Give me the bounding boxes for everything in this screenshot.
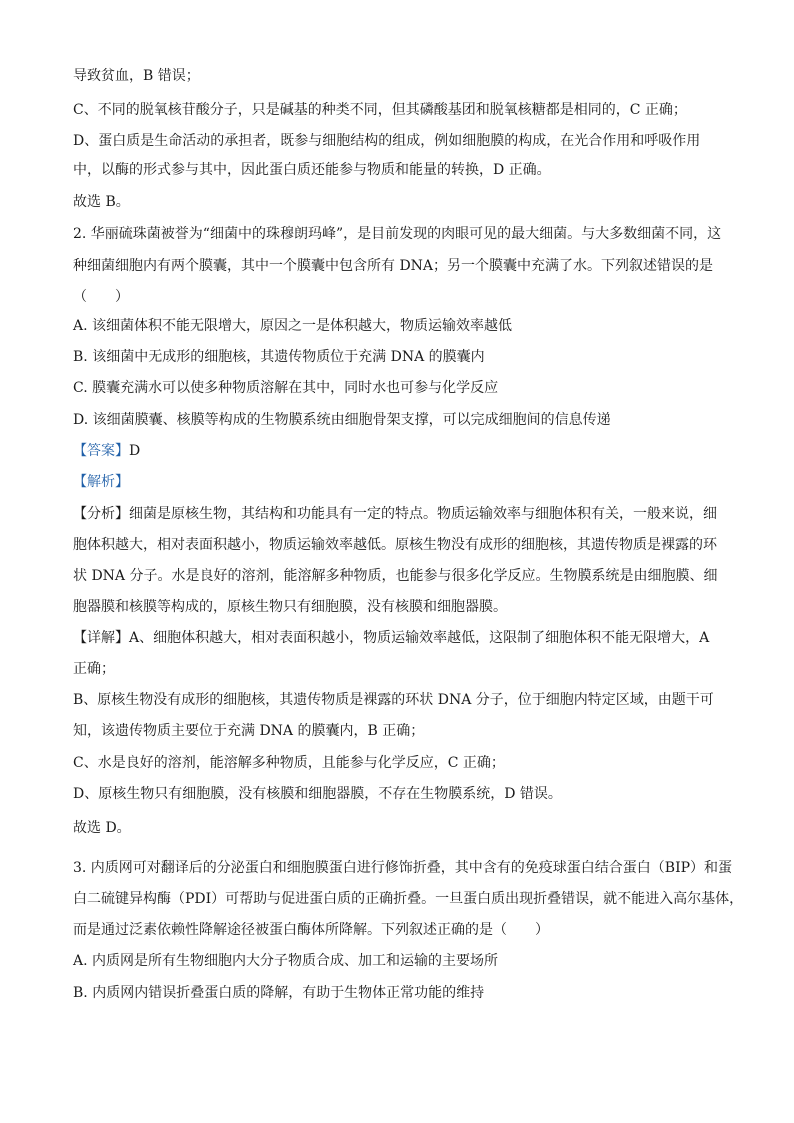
text-line: 中，以酶的形式参与其中，因此蛋白质还能参与物质和能量的转换，D 正确。 — [73, 162, 551, 178]
analysis-text: 细菌是原核生物，其结构和功能具有一定的特点。物质运输效率与细胞体积有关，一般来说，细 — [129, 506, 717, 522]
text-line: D、蛋白质是生命活动的承担者，既参与细胞结构的组成，例如细胞膜的构成，在光合作用和呼吸作用 — [73, 133, 701, 149]
detail-text: A、细胞体积越大，相对表面积越小，物质运输效率越低，这限制了细胞体积不能无限增大，A — [129, 630, 710, 646]
question-2-stem: 2. 华丽硫珠菌被誉为“细菌中的珠穆朗玛峰”，是目前发现的肉眼可见的最大细菌。与大多数细菌不同，这 — [73, 226, 722, 242]
answer-value: D — [129, 443, 141, 459]
option-a: A. 内质网是所有生物细胞内大分子物质合成、加工和运输的主要场所 — [73, 953, 499, 969]
option-a: A. 该细菌体积不能无限增大，原因之一是体积越大，物质运输效率越低 — [73, 318, 513, 334]
text-line: 胞体积越大，相对表面积越小，物质运输效率越低。原核生物没有成形的细胞核，其遗传物质是裸露的环 — [73, 537, 717, 553]
detail-tag: 【详解】 — [73, 630, 129, 646]
text-line: C、水是良好的溶剂，能溶解多种物质，且能参与化学反应，C 正确； — [73, 755, 505, 771]
option-b: B. 内质网内错误折叠蛋白质的降解，有助于生物体正常功能的维持 — [73, 985, 485, 1001]
analysis-line — [73, 504, 723, 524]
text-line: 故选 D。 — [73, 820, 131, 836]
analysis-sub-tag: 【分析】 — [73, 506, 129, 522]
option-d: D. 该细菌膜囊、核膜等构成的生物膜系统由细胞骨架支撑，可以完成细胞间的信息传递 — [73, 412, 611, 428]
text-line: 胞器膜和核膜等构成的，原核生物只有细胞膜，没有核膜和细胞器膜。 — [73, 599, 507, 615]
text-line: B、原核生物没有成形的细胞核，其遗传物质是裸露的环状 DNA 分子，位于细胞内特定区域，由题干可 — [73, 692, 714, 708]
answer-line — [73, 441, 723, 461]
text-line: 状 DNA 分子。水是良好的溶剂，能溶解多种物质，也能参与很多化学反应。生物膜系统是由细胞膜、细 — [73, 568, 718, 584]
question-3-stem: 而是通过泛素依赖性降解途径被蛋白酶体所降解。下列叙述正确的是（ ） — [73, 922, 549, 938]
question-3-stem: 白二硫键异构酶（PDI）可帮助与促进蛋白质的正确折叠。一旦蛋白质出现折叠错误，就不能进入高尔基体， — [73, 891, 744, 907]
option-c: C. 膜囊充满水可以使多种物质溶解在其中，同时水也可参与化学反应 — [73, 380, 499, 396]
text-line: D、原核生物只有细胞膜，没有核膜和细胞器膜，不存在生物膜系统，D 错误。 — [73, 786, 562, 802]
text-line: 导致贫血，B 错误； — [73, 68, 200, 84]
answer-tag: 【答案】 — [73, 443, 129, 459]
analysis-heading — [73, 472, 723, 492]
text-line: 正确； — [73, 661, 115, 677]
analysis-tag: 【解析】 — [73, 474, 129, 490]
text-line: 故选 B。 — [73, 194, 130, 210]
answer-blank: （ ） — [73, 289, 129, 305]
question-2-stem: 种细菌细胞内有两个膜囊，其中一个膜囊中包含所有 DNA；另一个膜囊中充满了水。下列叙述错误的是 — [73, 258, 714, 274]
detail-line — [73, 628, 723, 648]
text-line: C、不同的脱氧核苷酸分子，只是碱基的种类不同，但其磷酸基团和脱氧核糖都是相同的，C 正确； — [73, 102, 687, 118]
text-line: 知，该遗传物质主要位于充满 DNA 的膜囊内，B 正确； — [73, 723, 425, 739]
option-b: B. 该细菌中无成形的细胞核，其遗传物质位于充满 DNA 的膜囊内 — [73, 349, 485, 365]
question-3-stem: 3. 内质网可对翻译后的分泌蛋白和细胞膜蛋白进行修饰折叠，其中含有的免疫球蛋白结合蛋白（BIP）和蛋 — [73, 860, 733, 876]
